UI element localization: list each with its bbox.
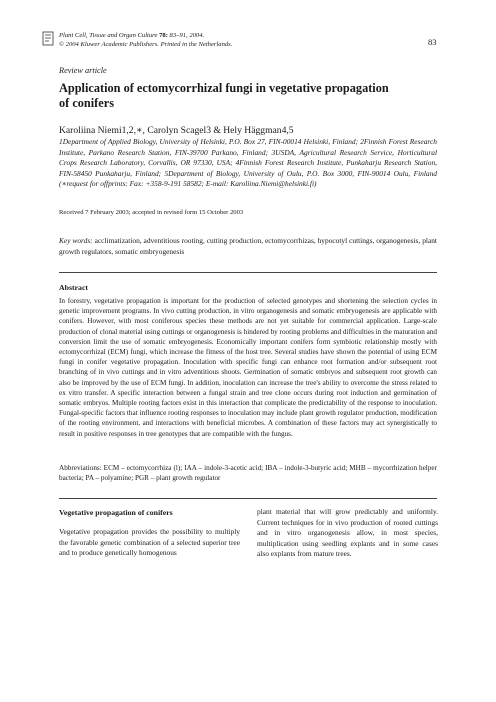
section-text-right: plant material that will grow predictably and uniformly. Current techniques for in vivo production of rooted cuttings and in vitro organogenesis allow, in most species, multiplication using seedling explants and in some cases also explants from mature trees. — [257, 507, 438, 559]
section-text-left: Vegetative propagation provides the possibility to multiply the favorable genetic combination of a selected superior tree and to produce genetically homogenous — [59, 527, 240, 558]
article-title: Application of ectomycorrhizal fungi in vegetative propagation of conifers — [59, 81, 389, 110]
journal-header — [59, 31, 232, 49]
received-dates: Received 7 February 2003; accepted in revised form 15 October 2003 — [59, 209, 244, 216]
divider-bottom — [59, 498, 437, 499]
journal-volume: 78: — [159, 32, 168, 39]
abstract-heading: Abstract — [59, 283, 89, 292]
abbreviations: Abbreviations: ECM – ectomycorrhiza (l); IAA – indole-3-acetic acid; IBA – indole-3-butyric acid; MHB – mycorrhization helper bacteria; PA – polyamine; PGR – plant growth regulator — [59, 464, 437, 483]
abstract-text: In forestry, vegetative propagation is important for the production of selected genotypes and shortening the selection cycles in genetic improvement programs. In vivo cutting production, in vitro organogenesis and somatic embryogenesis are applicable with conifers. However, with most coniferous species these methods are not yet suitable for commercial application. Large-scale production of clonal material using cuttings or organogenesis is hindered by rooting problems and difficulties in the maturation and conversion limit the use of somatic embryogenesis. Economically important conifers form symbiotic relationship mostly with ectomycorrhizal (ECM) fungi, which increase the fitness of the host tree. Several studies have shown the potential of using ECM fungi in conifer vegetative propagation. Inoculation with specific fungi can enhance root formation and/or subsequent root branching of in vivo cuttings and in vitro adventitious shoots. Germination of somatic embryos and subsequent root growth can also be improved by the use of ECM fungi. In addition, inoculation can increase the tree's ability to overcome the stress related to ex vitro transfer. A specific interaction between a fungal strain and tree clone occurs during root induction and germination of somatic embryos. Multiple rooting factors exist in this interaction that complicate the predictability of the response to inoculation. Fungal-specific factors that influence rooting responses to inoculation may include plant growth regulator production, modification of the rooting environment, and interactions with beneficial microbes. A combination of these factors may act synergistically to result in positive responses in tree genotypes that are compatible with the fungus. — [59, 297, 437, 438]
affiliations: 1Department of Applied Biology, University of Helsinki, P.O. Box 27, FIN-00014 Helsinki, Finland; 2Finnish Forest Research Institute, Parkano Research Station, FIN-39700 Parkano, Finland; 3USDA, Agricultural Research Service, Horticultural Crops Research Laboratory, Corvallis, OR 97330, USA; 4Finnish Forest Research Institute, Punkaharju Research Station, FIN-58450 Punkaharju, Finland; 5Department of Biology, University of Oulu, P.O. Box 3000, FIN-90014 Oulu, Finland (∗request for offprints: Fax: +358-9-191 58582; E-mail: Karoliina.Niemi@helsinki.fi) — [59, 137, 437, 188]
article-type: Review article — [59, 66, 107, 75]
journal-pages: 83–91, 2004. — [169, 32, 205, 39]
keywords-text: acclimatization, adventitious rooting, cutting production, ectomycorrhizas, hypocotyl cuttings, organogenesis, plant growth regulators, somatic embryogenesis — [59, 236, 437, 256]
page-number: 83 — [428, 37, 437, 47]
copyright-line: © 2004 Kluwer Academic Publishers. Printed in the Netherlands. — [59, 41, 233, 48]
publisher-logo-icon — [42, 31, 54, 46]
author-list: Karoliina Niemi1,2,∗, Carolyn Scagel3 & Hely Häggman4,5 — [59, 125, 294, 136]
section-heading: Vegetative propagation of conifers — [59, 508, 173, 517]
keywords-block — [59, 236, 437, 257]
divider-top — [59, 272, 437, 273]
keywords-label: Key words: — [59, 236, 93, 245]
journal-name: Plant Cell, Tissue and Organ Culture — [59, 32, 158, 39]
